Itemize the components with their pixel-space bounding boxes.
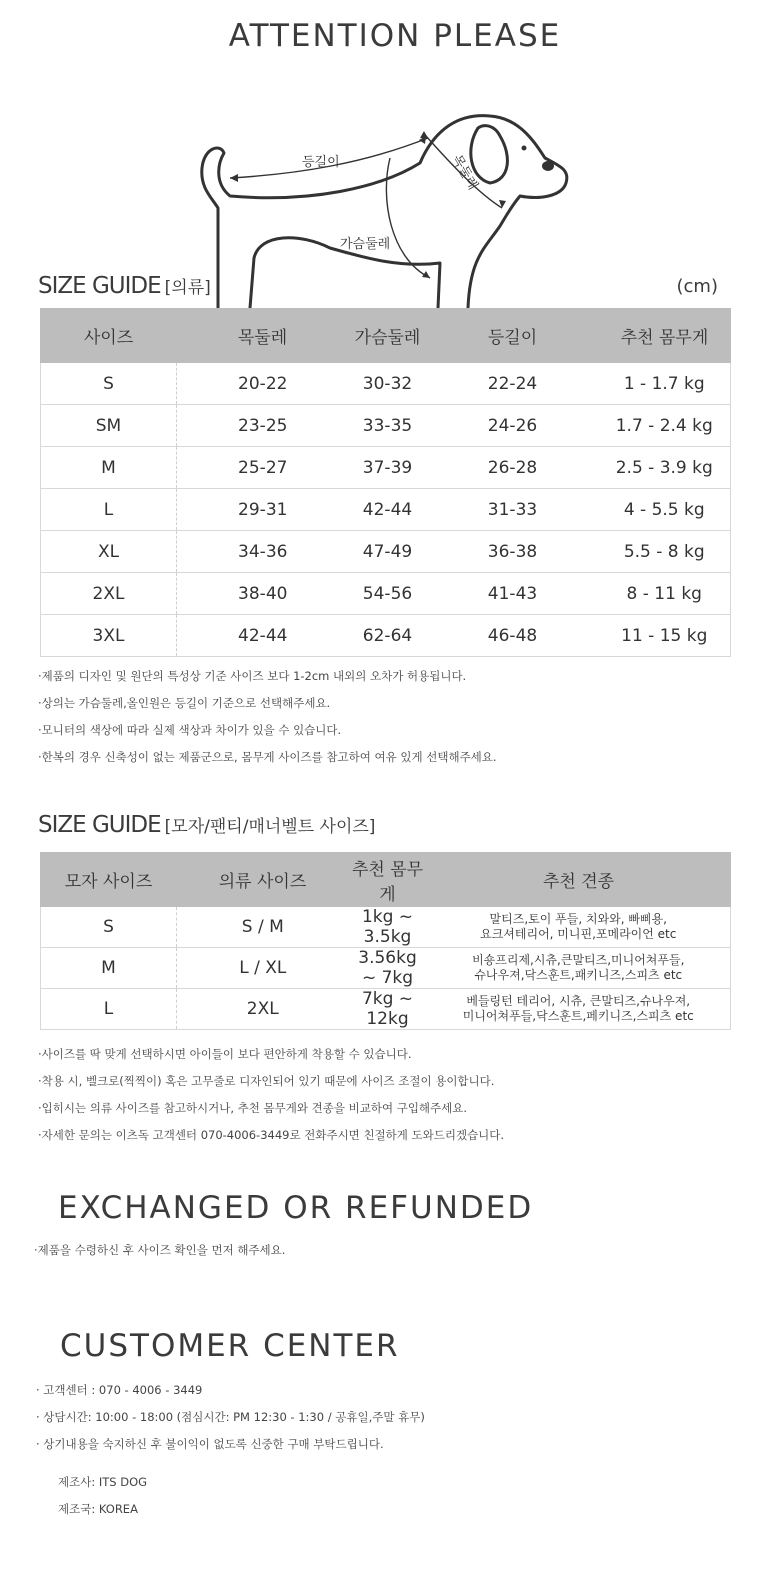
- table-row: [41, 615, 731, 657]
- breed-line: 슈나우져,닥스훈트,패키니즈,스피츠 etc: [474, 968, 683, 982]
- table-cell: 37-39: [349, 447, 427, 489]
- table-cell: 47-49: [349, 531, 427, 573]
- table-cell: 1kg ~ 3.5kg: [349, 907, 427, 948]
- header-cell: 목둘레: [177, 309, 349, 363]
- table-cell: 25-27: [177, 447, 349, 489]
- header-cell: 모자 사이즈: [41, 853, 177, 907]
- table-cell: L / XL: [177, 948, 349, 989]
- table-cell: 2XL: [41, 573, 177, 615]
- dog-measurement-diagram: [190, 108, 590, 308]
- table-cell: 46-48: [427, 615, 599, 657]
- table-cell: 30-32: [349, 363, 427, 405]
- note-line: ·입히시는 의류 사이즈를 참고하시거나, 추천 몸무게와 견종을 비교하여 구입해주세요.: [38, 1101, 468, 1115]
- info-line: · 상담시간: 10:00 - 18:00 (점심시간: PM 12:30 - 1:30 / 공휴일,주말 휴무): [36, 1410, 425, 1424]
- info-line: · 고객센터 : 070 - 4006 - 3449: [36, 1383, 203, 1397]
- size-guide-subtitle: [모자/팬티/매너벨트 사이즈]: [164, 817, 376, 837]
- table-cell: 22-24: [427, 363, 599, 405]
- table-cell: 26-28: [427, 447, 599, 489]
- clothes-size-table: [40, 308, 731, 657]
- table-cell: 5.5 - 8 kg: [599, 531, 731, 573]
- table-cell: 20-22: [177, 363, 349, 405]
- header-cell: 등길이: [427, 309, 599, 363]
- table-cell: L: [41, 989, 177, 1030]
- table-cell: 1 - 1.7 kg: [599, 363, 731, 405]
- table-cell: 31-33: [427, 489, 599, 531]
- table-cell: 2.5 - 3.9 kg: [599, 447, 731, 489]
- unit-label: (cm): [676, 276, 718, 297]
- table-row: [41, 907, 731, 948]
- table-cell: 2XL: [177, 989, 349, 1030]
- clothes-notes: [38, 668, 497, 776]
- header-cell: 추천 몸무게: [599, 309, 731, 363]
- table-cell: 23-25: [177, 405, 349, 447]
- table-row: [41, 989, 731, 1030]
- note-line: ·자세한 문의는 이츠독 고객센터 070-4006-3449로 전화주시면 친절하게 도와드리겠습니다.: [38, 1128, 505, 1142]
- table-cell-breeds: [427, 948, 731, 989]
- table-cell: SM: [41, 405, 177, 447]
- info-line: · 상기내용을 숙지하신 후 불이익이 없도록 신중한 구매 부탁드립니다.: [36, 1437, 384, 1451]
- header-cell: 추천 견종: [427, 853, 731, 907]
- header-cell: 사이즈: [41, 309, 177, 363]
- table-cell: XL: [41, 531, 177, 573]
- table-cell: 1.7 - 2.4 kg: [599, 405, 731, 447]
- table-cell-breeds: [427, 907, 731, 948]
- header-cell: 의류 사이즈: [177, 853, 349, 907]
- table-row: [41, 948, 731, 989]
- table-cell: 8 - 11 kg: [599, 573, 731, 615]
- country-line: 제조국: KOREA: [58, 1502, 138, 1516]
- dog-ear: [471, 126, 508, 183]
- table-cell: M: [41, 948, 177, 989]
- customer-center-title: CUSTOMER CENTER: [60, 1328, 400, 1364]
- note-line: ·제품의 디자인 및 원단의 특성상 기준 사이즈 보다 1-2cm 내외의 오차가 허용됩니다.: [38, 669, 467, 683]
- breed-line: 요크셔테리어, 미니핀,포메라이언 etc: [480, 927, 677, 941]
- table-row: [41, 573, 731, 615]
- table-cell: 42-44: [349, 489, 427, 531]
- table-header-row: [41, 853, 731, 907]
- table-cell: 29-31: [177, 489, 349, 531]
- table-cell: S / M: [177, 907, 349, 948]
- table-cell: 36-38: [427, 531, 599, 573]
- size-guide-label: SIZE GUIDE: [38, 273, 161, 299]
- note-line: ·한복의 경우 신축성이 없는 제품군으로, 몸무게 사이즈를 참고하여 여유 있게 선택해주세요.: [38, 750, 497, 764]
- table-cell: 7kg ~ 12kg: [349, 989, 427, 1030]
- note-line: ·상의는 가슴둘레,올인원은 등길이 기준으로 선택해주세요.: [38, 696, 331, 710]
- maker-line: 제조사: ITS DOG: [58, 1475, 148, 1489]
- breed-line: 베들링턴 테리어, 시츄, 큰말티즈,슈나우져,: [466, 994, 691, 1008]
- dog-outline: [202, 116, 567, 308]
- header-cell: 가슴둘레: [349, 309, 427, 363]
- table-cell-breeds: [427, 989, 731, 1030]
- size-guide-clothes-title: [38, 273, 211, 299]
- breed-line: 미니어쳐푸들,닥스훈트,페키니즈,스피츠 etc: [462, 1009, 694, 1023]
- attention-title: ATTENTION PLEASE: [228, 18, 562, 54]
- back-length-label: 등길이: [302, 155, 340, 170]
- customer-center-lines: [36, 1382, 425, 1463]
- table-cell: 38-40: [177, 573, 349, 615]
- table-row: [41, 447, 731, 489]
- table-row: [41, 489, 731, 531]
- size-guide-label: SIZE GUIDE: [38, 812, 161, 838]
- table-header-row: [41, 309, 731, 363]
- table-row: [41, 531, 731, 573]
- exchange-note: ·제품을 수령하신 후 사이즈 확인을 먼저 해주세요.: [34, 1243, 286, 1257]
- table-cell: 4 - 5.5 kg: [599, 489, 731, 531]
- note-line: ·착용 시, 벨크로(찍찍이) 혹은 고무줄로 디자인되어 있기 때문에 사이즈 조절이 용이합니다.: [38, 1074, 495, 1088]
- table-cell: 24-26: [427, 405, 599, 447]
- table-cell: 3XL: [41, 615, 177, 657]
- size-guide-accessories-title: [38, 812, 375, 838]
- accessories-size-table: [40, 852, 731, 1030]
- table-cell: 41-43: [427, 573, 599, 615]
- table-cell: M: [41, 447, 177, 489]
- table-cell: S: [41, 907, 177, 948]
- breed-line: 말티즈,토이 푸들, 치와와, 빠삐용,: [489, 912, 667, 926]
- table-cell: 42-44: [177, 615, 349, 657]
- chest-label: 가슴둘레: [340, 237, 391, 252]
- table-row: [41, 363, 731, 405]
- table-cell: S: [41, 363, 177, 405]
- table-cell: 54-56: [349, 573, 427, 615]
- table-cell: 11 - 15 kg: [599, 615, 731, 657]
- table-cell: 62-64: [349, 615, 427, 657]
- header-cell: 추천 몸무게: [349, 853, 427, 907]
- table-cell: L: [41, 489, 177, 531]
- note-line: ·사이즈를 딱 맞게 선택하시면 아이들이 보다 편안하게 착용할 수 있습니다.: [38, 1047, 412, 1061]
- table-cell: 33-35: [349, 405, 427, 447]
- table-row: [41, 405, 731, 447]
- table-cell: 3.56kg ~ 7kg: [349, 948, 427, 989]
- size-guide-subtitle: [의류]: [164, 278, 211, 298]
- neck-label: 목둘레: [448, 152, 481, 193]
- breed-line: 비숑프리제,시츄,큰말티즈,미니어쳐푸들,: [472, 953, 685, 967]
- table-cell: 34-36: [177, 531, 349, 573]
- manufacturer-info: [58, 1474, 147, 1528]
- accessories-notes: [38, 1046, 504, 1154]
- note-line: ·모니터의 색상에 따라 실제 색상과 차이가 있을 수 있습니다.: [38, 723, 342, 737]
- exchange-title: EXCHANGED OR REFUNDED: [58, 1190, 534, 1226]
